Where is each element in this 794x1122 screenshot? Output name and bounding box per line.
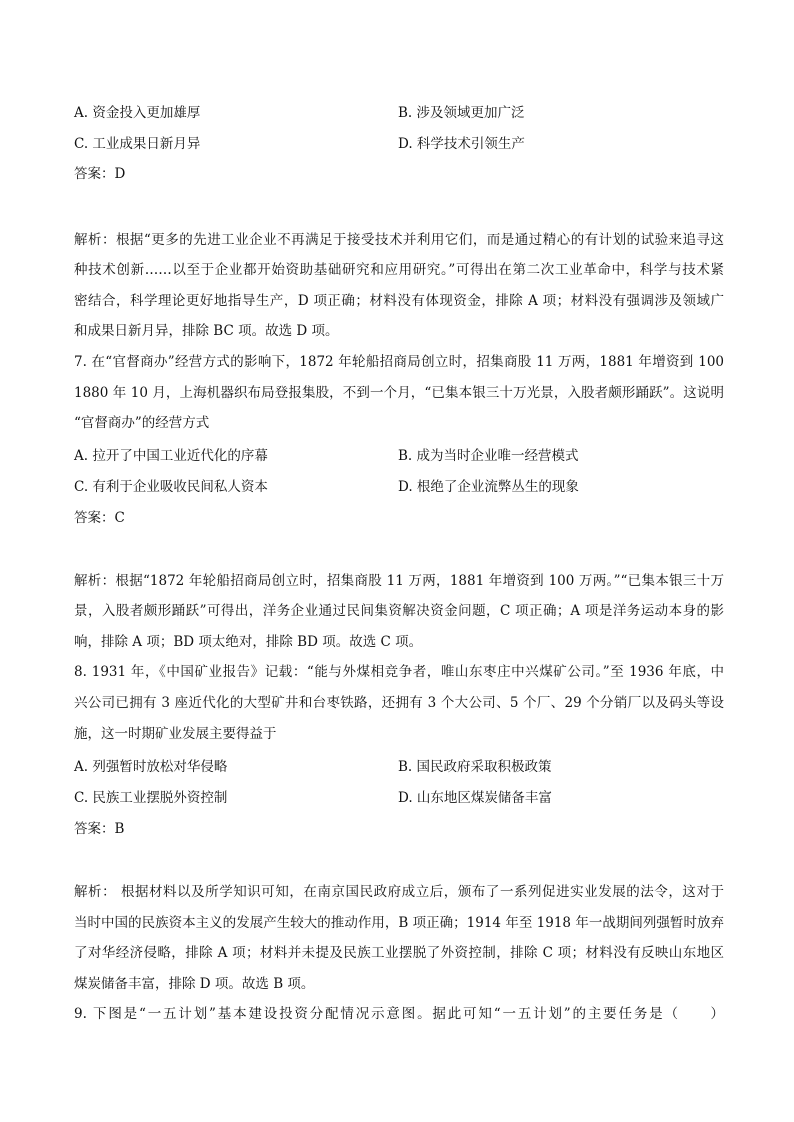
q7-analysis-line: 解析：根据“1872 年轮船招商局创立时，招集商股 11 万两，1881 年增资到 100 万两。”“已集本银三十万 <box>74 573 724 589</box>
q8-analysis-line: 煤炭储备丰富，排除 D 项。故选 B 项。 <box>74 976 315 992</box>
q6-option-d: D. 科学技术引领生产 <box>398 136 525 152</box>
q6-analysis-line: 和成果日新月异，排除 BC 项。故选 D 项。 <box>74 323 339 339</box>
q7-option-b: B. 成为当时企业唯一经营模式 <box>398 448 579 464</box>
q8-option-a: A. 列强暂时放松对华侵略 <box>74 759 228 775</box>
q7-stem-line: “官督商办”的经营方式 <box>74 415 210 431</box>
q6-option-b: B. 涉及领域更加广泛 <box>398 105 525 121</box>
q8-answer: 答案：B <box>74 821 125 837</box>
q6-analysis-line: 密结合，科学理论更好地指导生产，D 项正确；材料没有体现资金，排除 A 项；材料没有强调涉及领域广 <box>74 293 724 309</box>
q6-option-c: C. 工业成果日新月异 <box>74 136 201 152</box>
q9-stem: 9. 下图是“一五计划”基本建设投资分配情况示意图。据此可知“一五计划”的主要任务是（ ） <box>74 1006 724 1022</box>
q8-option-d: D. 山东地区煤炭储备丰富 <box>398 790 552 806</box>
q8-analysis-line: 了对华经济侵略，排除 A 项；材料并未提及民族工业摆脱了外资控制，排除 C 项；材料没有反映山东地区 <box>74 945 724 961</box>
q8-option-c: C. 民族工业摆脱外资控制 <box>74 790 228 806</box>
q7-stem-line: 1880 年 10 月，上海机器织布局登报集股，不到一个月，“已集本银三十万光景，入股者颇形踊跃”。这说明 <box>74 385 724 401</box>
q6-answer: 答案：D <box>74 166 126 182</box>
q7-analysis-line: 响，排除 A 项；BD 项太绝对，排除 BD 项。故选 C 项。 <box>74 634 423 650</box>
q7-answer: 答案：C <box>74 510 125 526</box>
q8-analysis-line: 解析： 根据材料以及所学知识可知，在南京国民政府成立后，颁布了一系列促进实业发展的法令，这对于 <box>74 884 724 900</box>
q7-option-c: C. 有利于企业吸收民间私人资本 <box>74 479 268 495</box>
q7-option-a: A. 拉开了中国工业近代化的序幕 <box>74 448 268 464</box>
q8-option-b: B. 国民政府采取积极政策 <box>398 759 552 775</box>
q7-analysis-line: 景，入股者颇形踊跃”可得出，洋务企业通过民间集资解决资金问题，C 项正确；A 项是洋务运动本身的影 <box>74 603 724 619</box>
q8-analysis-line: 当时中国的民族资本主义的发展产生较大的推动作用，B 项正确；1914 年至 1918 年一战期间列强暂时放弃 <box>74 915 724 931</box>
q8-stem-line: 8. 1931 年，《中国矿业报告》记载：“能与外煤相竞争者，唯山东枣庄中兴煤矿公司。”至 1936 年底，中 <box>74 664 724 680</box>
q7-stem-line: 7. 在“官督商办”经营方式的影响下，1872 年轮船招商局创立时，招集商股 11 万两，1881 年增资到 100 <box>74 354 724 370</box>
q6-analysis-line: 种技术创新……以至于企业都开始资助基础研究和应用研究。”可得出在第二次工业革命中，科学与技术紧 <box>74 262 724 278</box>
q7-option-d: D. 根绝了企业流弊丛生的现象 <box>398 479 579 495</box>
q6-analysis-line: 解析：根据“更多的先进工业企业不再满足于接受技术并利用它们，而是通过精心的有计划的试验来追寻这 <box>74 232 724 248</box>
q8-stem-line: 施，这一时期矿业发展主要得益于 <box>74 726 277 742</box>
q8-stem-line: 兴公司已拥有 3 座近代化的大型矿井和台枣铁路，还拥有 3 个大公司、5 个厂、29 个分销厂以及码头等设 <box>74 695 724 711</box>
q6-option-a: A. 资金投入更加雄厚 <box>74 105 201 121</box>
